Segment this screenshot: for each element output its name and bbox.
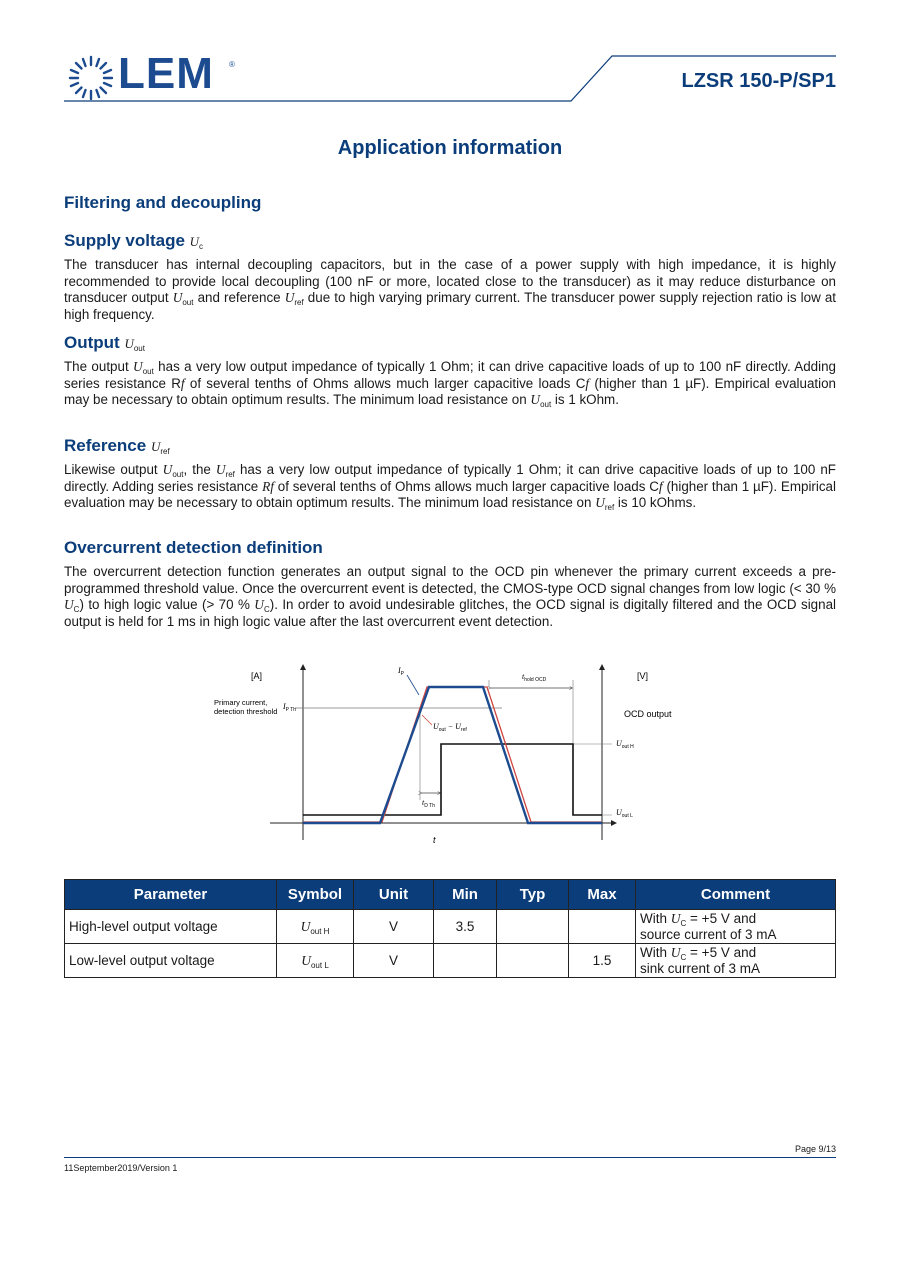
logo-text: LEM — [118, 49, 214, 98]
parameter-cell: High-level output voltage — [65, 910, 277, 944]
output-paragraph: The output $U_{out}$ has a very low output impedance of typically 1 Ohm; it can drive capacitive loads of up to 100 nF directly. Adding series resistance Rf of several tenths of Ohms allows much larger capacitive loads Cf (higher than 1 µF). Empirical evaluation may be necessary to obtain optimum results. The minimum load resistance on $U_{out}$ is 1 kOhm. — [64, 359, 837, 409]
ocd-paragraph: The overcurrent detection function generates an output signal to the OCD pin whenever the primary current exceeds a pre-programmed threshold value. Once the overcurrent event is detected, the CMOS-type OCD signal changes from low logic (< 30 % $U_C$) to high logic value (> 70 % $U_C$). In order to avoid undesirable glitches, the OCD signal is digitally filtered and the OCD signal output is held for 1 ms in high logic value after the last overcurrent event detection. — [64, 564, 836, 629]
symbol-cell: $U_{out H}$ — [277, 910, 354, 944]
ocd-output-trace — [303, 744, 602, 815]
table-header-cell: Min — [434, 880, 497, 910]
section-heading-filtering: Filtering and decoupling — [64, 193, 262, 212]
ocd-timing-diagram — [200, 655, 700, 855]
uout-uref-label: $U_{out} - U_{ref}$ — [433, 722, 467, 733]
min-cell — [434, 944, 497, 978]
typ-cell — [497, 910, 569, 944]
min-cell: 3.5 — [434, 910, 497, 944]
unit-cell: V — [354, 910, 434, 944]
uout-l-label: $U_{out L}$ — [616, 808, 633, 819]
uout-minus-uref-trace — [303, 687, 602, 822]
reference-paragraph: Likewise output $U_{out}$, the $U_{ref}$ has a very low output impedance of typically 1 Ohm; it can drive capacitive loads of up to 100 nF directly. Adding series resistance Rf of several tenths of Ohms allows much larger capacitive loads Cf (higher than 1 µF). Empirical evaluation may be necessary to obtain optimum results. The minimum load resistance on $U_{ref}$ is 10 kOhms. — [64, 462, 836, 512]
ip-pointer — [407, 675, 419, 695]
logo-registered-mark: ® — [229, 60, 235, 69]
typ-cell — [497, 944, 569, 978]
section-heading-ocd: Overcurrent detection definition — [64, 538, 323, 557]
threshold-label-line1: Primary current, — [214, 698, 268, 707]
table-header-row — [65, 880, 836, 910]
unit-cell: V — [354, 944, 434, 978]
max-cell — [569, 910, 636, 944]
table-header-cell: Parameter — [65, 880, 277, 910]
left-unit-label: [A] — [251, 671, 263, 681]
uout-uref-pointer — [422, 715, 432, 725]
product-name: LZSR 150-P/SP1 — [681, 70, 836, 92]
table-header-cell: Comment — [636, 880, 836, 910]
table-row — [65, 944, 836, 978]
ipth-label: $I_{P Th}$ — [283, 702, 297, 713]
threshold-label-line2: detection threshold — [214, 707, 278, 716]
max-cell: 1.5 — [569, 944, 636, 978]
table-header-cell: Max — [569, 880, 636, 910]
ip-trace — [303, 687, 602, 823]
table-header-cell: Unit — [354, 880, 434, 910]
comment-cell: With $U_C = +5$ V and source current of 3 mA — [636, 910, 836, 944]
table-header-cell: Symbol — [277, 880, 354, 910]
page-number: Page 9/13 — [794, 1144, 836, 1154]
page-title: Application information — [337, 137, 563, 159]
table-header-cell: Typ — [497, 880, 569, 910]
section-heading-output: Output $U_{out}$ — [64, 333, 145, 353]
parameter-cell: Low-level output voltage — [65, 944, 277, 978]
right-unit-label: [V] — [637, 671, 649, 681]
tdth-label: $t_{D Th}$ — [422, 798, 435, 809]
document-version: 11September2019/Version 1 — [64, 1163, 178, 1173]
footer-rule — [64, 1157, 836, 1158]
symbol-cell: $U_{out L}$ — [277, 944, 354, 978]
ip-label: $I_P$ — [398, 666, 405, 677]
section-heading-supply: Supply voltage $U_c$ — [64, 231, 204, 251]
table-row — [65, 910, 836, 944]
section-heading-reference: Reference $U_{ref}$ — [64, 436, 170, 456]
ocd-output-label: OCD output — [624, 709, 672, 719]
thold-label: $t_{hold OCD}$ — [522, 672, 547, 683]
header-rule — [64, 49, 836, 104]
uout-h-label: $U_{out H}$ — [616, 739, 634, 750]
comment-cell: With $U_C = +5$ V and sink current of 3 mA — [636, 944, 836, 978]
supply-paragraph: The transducer has internal decoupling capacitors, but in the case of a power supply with high impedance, it is highly recommended to provide local decoupling (100 nF or more, located close to the transducer) as it may reduce disturbance on transducer output $U_{out}$ and reference $U_{ref}$ due to high varying primary current. The transducer power supply rejection ratio is low at high frequency. — [64, 257, 837, 322]
time-axis-label: t — [433, 835, 436, 845]
ocd-parameter-table — [64, 879, 836, 978]
